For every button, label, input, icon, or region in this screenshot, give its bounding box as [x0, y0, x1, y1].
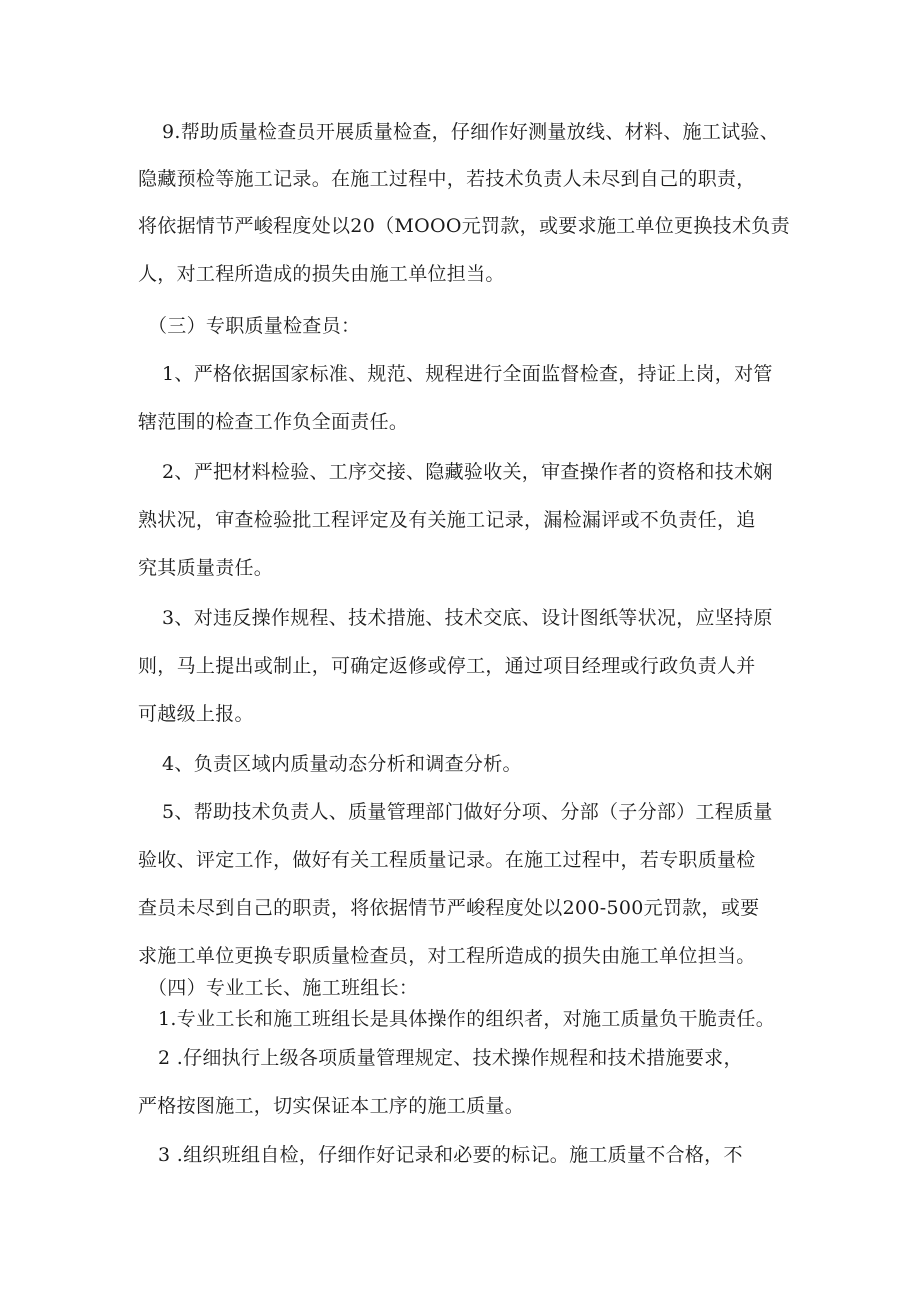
- text-line: 1.专业工长和施工班组长是具体操作的组织者，对施工质量负干脆责任。: [158, 1008, 776, 1030]
- text-line: 4、负责区域内质量动态分析和调查分析。: [162, 753, 522, 775]
- text-line: 5、帮助技术负责人、质量管理部门做好分项、分部（子分部）工程质量: [162, 801, 773, 823]
- text-line: 可越级上报。: [138, 703, 254, 725]
- text-line: 人，对工程所造成的损失由施工单位担当。: [138, 263, 505, 285]
- text-line: 隐藏预检等施工记录。在施工过程中，若技术负责人未尽到自己的职责，: [138, 168, 756, 190]
- text-line: 严格按图施工，切实保证本工序的施工质量。: [138, 1095, 525, 1117]
- text-line: 1、严格依据国家标准、规范、规程进行全面监督检查，持证上岗，对管: [162, 363, 773, 385]
- text-line: 将依据情节严峻程度处以20（MOOO元罚款，或要求施工单位更换技术负责: [138, 215, 790, 237]
- text-line: 3 .组织班组自检，仔细作好记录和必要的标记。施工质量不合格，不: [158, 1144, 743, 1166]
- section-heading: （三）专职质量检查员：: [148, 315, 361, 337]
- text-line: 2、严把材料检验、工序交接、隐藏验收关，审查操作者的资格和技术娴: [162, 461, 773, 483]
- text-line: 辖范围的检查工作负全面责任。: [138, 411, 409, 433]
- text-line: 究其质量责任。: [138, 557, 274, 579]
- text-line: 9.帮助质量检查员开展质量检查，仔细作好测量放线、材料、施工试验、: [162, 121, 780, 143]
- text-line: 3、对违反操作规程、技术措施、技术交底、设计图纸等状况，应坚持原: [162, 607, 773, 629]
- text-line: 验收、评定工作，做好有关工程质量记录。在施工过程中，若专职质量检: [138, 849, 756, 871]
- text-line: 则，马上提出或制止，可确定返修或停工，通过项目经理或行政负责人并: [138, 655, 756, 677]
- text-line: 2 .仔细执行上级各项质量管理规定、技术操作规程和技术措施要求，: [158, 1047, 743, 1069]
- section-heading: （四）专业工长、施工班组长：: [148, 977, 419, 999]
- text-line: 求施工单位更换专职质量检查员，对工程所造成的损失由施工单位担当。: [138, 945, 756, 967]
- text-line: 查员未尽到自己的职责，将依据情节严峻程度处以200-500元罚款，或要: [138, 897, 760, 919]
- text-line: 熟状况，审查检验批工程评定及有关施工记录，漏检漏评或不负责任，追: [138, 509, 756, 531]
